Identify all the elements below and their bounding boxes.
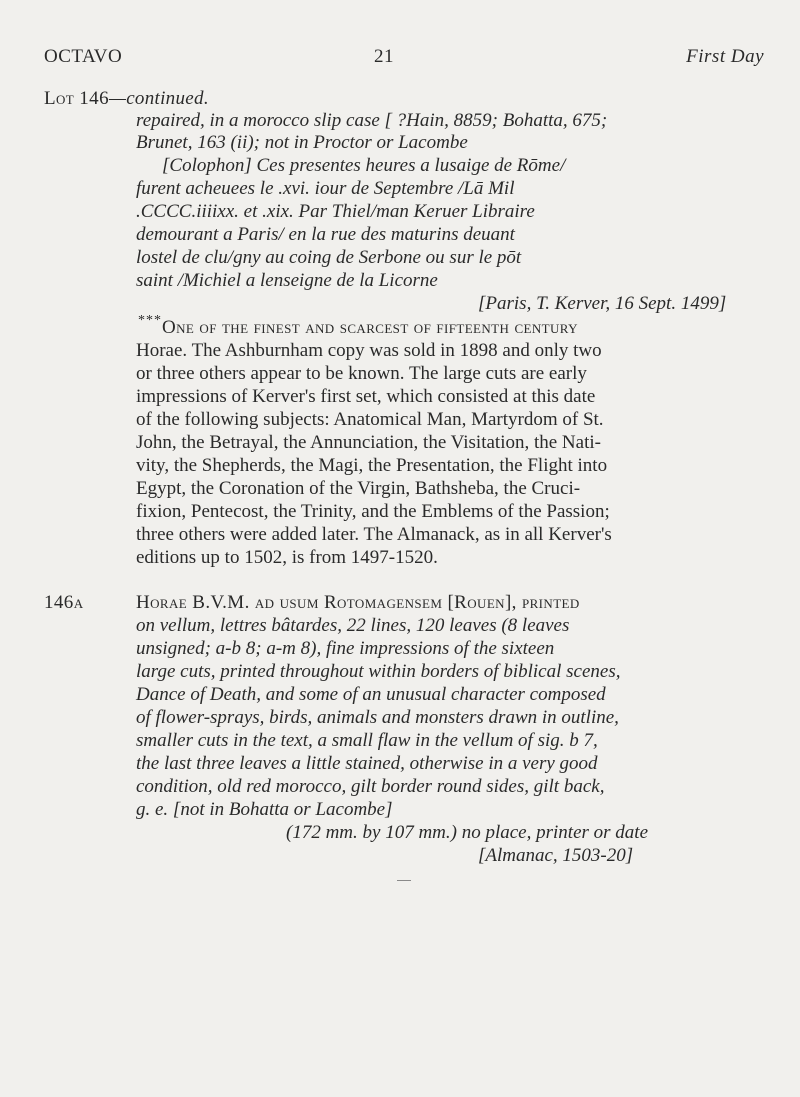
colophon-line: .CCCC.iiiixx. et .xix. Par Thiel/man Keruer Libraire xyxy=(136,201,535,222)
description-line: large cuts, printed throughout within borders of biblical scenes, xyxy=(136,661,621,682)
note-line: One of the finest and scarcest of fifteenth century xyxy=(162,317,578,338)
description-line: the last three leaves a little stained, otherwise in a very good xyxy=(136,753,598,774)
lot-146-label: Lot 146 xyxy=(44,88,109,109)
note-line: John, the Betrayal, the Annunciation, the Visitation, the Nati- xyxy=(136,432,601,453)
colophon-line: furent acheuees le .xvi. iour de Septembre /Lā Mil xyxy=(136,178,515,199)
colophon-line: saint /Michiel a lenseigne de la Licorne xyxy=(136,270,438,291)
note-line: impressions of Kerver's first set, which consisted at this date xyxy=(136,386,596,407)
description-line: smaller cuts in the text, a small flaw in the vellum of sig. b 7, xyxy=(136,730,598,751)
colophon-line: lostel de clu/gny au coing de Serbone ou sur le pōt xyxy=(136,247,522,268)
note-line: editions up to 1502, is from 1497-1520. xyxy=(136,547,438,568)
description-line: condition, old red morocco, gilt border round sides, gilt back, xyxy=(136,776,605,797)
note-line: fixion, Pentecost, the Trinity, and the Emblems of the Passion; xyxy=(136,501,610,522)
description-line: on vellum, lettres bâtardes, 22 lines, 120 leaves (8 leaves xyxy=(136,615,570,636)
note-line: of the following subjects: Anatomical Man, Martyrdom of St. xyxy=(136,409,604,430)
note-line: or three others appear to be known. The large cuts are early xyxy=(136,363,587,384)
description-line: g. e. [not in Bohatta or Lacombe] xyxy=(136,799,393,820)
colophon-line: demourant a Paris/ en la rue des maturins deuant xyxy=(136,224,515,245)
note-line: Horae. The Ashburnham copy was sold in 1898 and only two xyxy=(136,340,602,361)
description-line: Dance of Death, and some of an unusual character composed xyxy=(136,684,606,705)
colophon-line: [Colophon] Ces presentes heures a lusaige de Rōme/ xyxy=(162,155,566,176)
description-line: unsigned; a-b 8; a-m 8), fine impressions of the sixteen xyxy=(136,638,555,659)
description-line: repaired, in a morocco slip case [ ?Hain, 8859; Bohatta, 675; xyxy=(136,110,608,131)
header-format: OCTAVO xyxy=(44,46,123,67)
note-line: three others were added later. The Almanack, as in all Kerver's xyxy=(136,524,612,545)
page-number: 21 xyxy=(374,46,394,67)
note-line: vity, the Shepherds, the Magi, the Presentation, the Flight into xyxy=(136,455,608,476)
imprint-line: [Paris, T. Kerver, 16 Sept. 1499] xyxy=(478,293,727,314)
running-header xyxy=(44,46,764,76)
header-day: First Day xyxy=(686,46,764,67)
almanac-line: [Almanac, 1503-20] xyxy=(478,845,634,866)
lot-146a-label: 146a xyxy=(44,592,84,613)
note-line: Egypt, the Coronation of the Virgin, Bathsheba, the Cruci- xyxy=(136,478,581,499)
dimensions-line: (172 mm. by 107 mm.) no place, printer or date xyxy=(286,822,649,843)
description-line: Brunet, 163 (ii); not in Proctor or Lacombe xyxy=(136,132,468,153)
lot-146-heading xyxy=(44,88,209,110)
description-line: Horae B.V.M. ad usum Rotomagensem [Rouen], printed xyxy=(136,592,580,613)
lot-146-continued: —continued. xyxy=(109,88,209,109)
asterism-mark: *** xyxy=(138,313,162,328)
description-line: of flower-sprays, birds, animals and monsters drawn in outline, xyxy=(136,707,619,728)
section-divider xyxy=(397,880,411,881)
